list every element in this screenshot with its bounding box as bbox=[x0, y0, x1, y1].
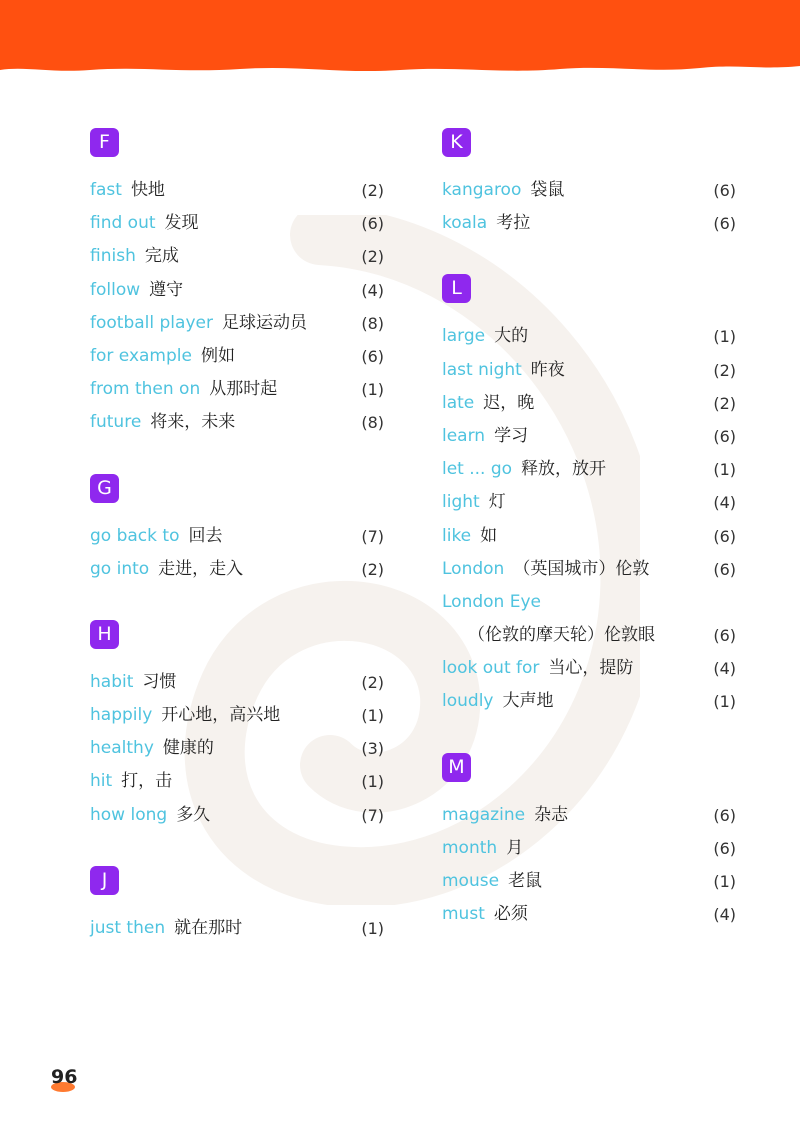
entry-chinese: 学习 bbox=[494, 425, 529, 446]
entry-english: last night bbox=[442, 359, 522, 380]
entry-english: finish bbox=[90, 246, 136, 267]
glossary-entry bbox=[442, 652, 738, 685]
entry-chinese: （伦敦的摩天轮）伦敦眼 bbox=[468, 625, 655, 646]
entry-chinese: 快地 bbox=[130, 180, 165, 200]
glossary-entry bbox=[442, 586, 738, 619]
entry-chinese: 考拉 bbox=[496, 213, 531, 234]
entry-english: hit bbox=[90, 771, 113, 792]
entry-english: must bbox=[442, 904, 485, 925]
entry-chinese: 多久 bbox=[176, 804, 211, 825]
section-g bbox=[90, 474, 386, 586]
entry-unit: (6) bbox=[361, 346, 384, 366]
entry-english: fast bbox=[90, 180, 122, 200]
left-column bbox=[90, 128, 386, 979]
entry-english: habit bbox=[90, 671, 134, 692]
entry-english: kangaroo bbox=[442, 180, 522, 200]
entry-chinese: 完成 bbox=[144, 246, 179, 267]
entry-unit: (4) bbox=[713, 905, 736, 925]
glossary-entry bbox=[442, 520, 738, 553]
glossary-entry bbox=[442, 799, 738, 832]
entry-english: let ... go bbox=[442, 459, 513, 480]
glossary-entry bbox=[90, 520, 386, 553]
section-k bbox=[442, 128, 738, 240]
glossary-entry bbox=[442, 174, 738, 207]
entry-english: magazine bbox=[442, 804, 526, 825]
entry-chinese: 开心地，高兴地 bbox=[161, 705, 281, 726]
entry-chinese: 如 bbox=[480, 525, 498, 546]
entry-unit: (2) bbox=[361, 672, 384, 692]
letter-badge: J bbox=[90, 866, 119, 895]
entry-chinese: 健康的 bbox=[162, 738, 214, 759]
entry-unit: (2) bbox=[713, 393, 736, 413]
glossary-entry bbox=[442, 865, 738, 898]
entry-chinese: 迟，晚 bbox=[483, 392, 535, 413]
entry-unit: (1) bbox=[713, 460, 736, 480]
entry-unit: (1) bbox=[361, 918, 384, 938]
section-m bbox=[442, 753, 738, 932]
glossary-entry bbox=[90, 207, 386, 240]
entry-english: loudly bbox=[442, 691, 494, 712]
entry-english: large bbox=[442, 326, 486, 347]
entry-unit: (6) bbox=[713, 838, 736, 858]
page-number bbox=[50, 1062, 80, 1094]
entry-english: late bbox=[442, 392, 475, 413]
entry-unit: (6) bbox=[713, 526, 736, 546]
entry-unit: (4) bbox=[713, 659, 736, 679]
entry-english: find out bbox=[90, 213, 156, 234]
entry-chinese: 发现 bbox=[164, 213, 199, 234]
glossary-entry bbox=[442, 898, 738, 931]
entry-english: for example bbox=[90, 345, 192, 366]
glossary-entry bbox=[90, 274, 386, 307]
entry-chinese: 大声地 bbox=[502, 691, 554, 712]
entry-english: learn bbox=[442, 425, 486, 446]
entry-unit: (3) bbox=[361, 739, 384, 759]
entry-chinese: 月 bbox=[506, 837, 524, 858]
entry-chinese: 将来，未来 bbox=[150, 412, 236, 433]
entry-chinese: 就在那时 bbox=[174, 917, 243, 938]
entry-english: follow bbox=[90, 279, 141, 300]
glossary-entry bbox=[442, 387, 738, 420]
entry-unit: (7) bbox=[361, 805, 384, 825]
entry-english: month bbox=[442, 837, 498, 858]
entry-chinese: 杂志 bbox=[534, 804, 569, 825]
entry-english: light bbox=[442, 492, 480, 513]
entry-unit: (2) bbox=[361, 247, 384, 267]
entry-english: mouse bbox=[442, 871, 500, 891]
entry-unit: (6) bbox=[713, 559, 736, 579]
entry-english: future bbox=[90, 412, 142, 433]
entry-english: how long bbox=[90, 804, 168, 825]
glossary-entry bbox=[90, 240, 386, 273]
entry-unit: (6) bbox=[361, 214, 384, 234]
entry-unit: (7) bbox=[361, 526, 384, 546]
glossary-entry bbox=[90, 765, 386, 798]
glossary-entry bbox=[90, 732, 386, 765]
entry-english: happily bbox=[90, 705, 153, 726]
entry-chinese: 从那时起 bbox=[209, 379, 278, 400]
glossary-entry bbox=[442, 685, 738, 718]
letter-badge: G bbox=[90, 474, 119, 503]
entry-english: go into bbox=[90, 558, 150, 579]
entry-english: football player bbox=[90, 312, 213, 333]
entry-english: look out for bbox=[442, 658, 540, 679]
entry-english: London bbox=[442, 558, 505, 579]
section-h bbox=[90, 620, 386, 832]
glossary-entry bbox=[90, 666, 386, 699]
entry-chinese: 回去 bbox=[188, 525, 223, 546]
entry-chinese: 习惯 bbox=[142, 671, 177, 692]
entry-chinese: 昨夜 bbox=[530, 359, 565, 380]
entry-unit: (2) bbox=[361, 559, 384, 579]
entry-chinese: 当心，提防 bbox=[548, 658, 634, 679]
entry-chinese: 释放，放开 bbox=[521, 459, 607, 480]
entry-chinese: 例如 bbox=[200, 345, 235, 366]
glossary-entry bbox=[90, 307, 386, 340]
entry-unit: (6) bbox=[713, 626, 736, 646]
glossary-entry bbox=[90, 799, 386, 832]
glossary-entry bbox=[90, 340, 386, 373]
glossary-entry bbox=[90, 174, 386, 207]
glossary-entry bbox=[442, 420, 738, 453]
entry-unit: (8) bbox=[361, 313, 384, 333]
entry-chinese: 走进，走入 bbox=[158, 558, 244, 579]
entry-unit: (6) bbox=[713, 426, 736, 446]
entry-english: London Eye bbox=[442, 591, 541, 612]
entry-unit: (1) bbox=[361, 380, 384, 400]
page-number-text: 96 bbox=[51, 1066, 78, 1088]
letter-badge: M bbox=[442, 753, 471, 782]
entry-chinese: 打，击 bbox=[121, 771, 173, 792]
glossary-entry bbox=[442, 453, 738, 486]
entry-unit: (2) bbox=[361, 181, 384, 200]
letter-badge: H bbox=[90, 620, 119, 649]
entry-english: like bbox=[442, 525, 472, 546]
entry-unit: (1) bbox=[713, 692, 736, 712]
letter-badge: K bbox=[442, 128, 471, 157]
entry-english: just then bbox=[90, 917, 166, 938]
glossary-entry bbox=[90, 699, 386, 732]
entry-chinese: 老鼠 bbox=[508, 871, 543, 891]
entry-chinese: 足球运动员 bbox=[221, 312, 307, 333]
glossary-entry bbox=[442, 207, 738, 240]
section-l bbox=[442, 274, 738, 718]
entry-chinese: 遵守 bbox=[149, 279, 184, 300]
entry-english: koala bbox=[442, 213, 488, 234]
entry-chinese: （英国城市）伦敦 bbox=[513, 558, 650, 579]
entry-unit: (1) bbox=[361, 772, 384, 792]
glossary-entry bbox=[442, 486, 738, 519]
entry-unit: (6) bbox=[713, 181, 736, 200]
entry-unit: (2) bbox=[713, 360, 736, 380]
glossary-entry bbox=[90, 553, 386, 586]
entry-chinese: 袋鼠 bbox=[530, 180, 565, 200]
entry-chinese: 必须 bbox=[493, 904, 528, 925]
glossary-entry bbox=[442, 354, 738, 387]
entry-unit: (1) bbox=[713, 327, 736, 347]
letter-badge: L bbox=[442, 274, 471, 303]
entry-english: healthy bbox=[90, 738, 154, 759]
entry-unit: (4) bbox=[361, 280, 384, 300]
glossary-entry bbox=[442, 619, 738, 652]
glossary-entry bbox=[90, 406, 386, 439]
section-j bbox=[90, 866, 386, 945]
entry-english: from then on bbox=[90, 379, 201, 400]
entry-chinese: 灯 bbox=[488, 492, 506, 513]
glossary-entry bbox=[442, 320, 738, 353]
glossary-entry bbox=[90, 373, 386, 406]
right-column bbox=[442, 128, 738, 965]
entry-unit: (6) bbox=[713, 214, 736, 234]
glossary-entry bbox=[90, 912, 386, 945]
glossary-entry bbox=[442, 832, 738, 865]
entry-unit: (4) bbox=[713, 493, 736, 513]
entry-unit: (6) bbox=[713, 805, 736, 825]
entry-chinese: 大的 bbox=[494, 326, 529, 347]
section-f bbox=[90, 128, 386, 440]
entry-unit: (1) bbox=[713, 872, 736, 891]
top-banner bbox=[0, 0, 800, 82]
letter-badge: F bbox=[90, 128, 119, 157]
entry-unit: (8) bbox=[361, 413, 384, 433]
entry-english: go back to bbox=[90, 525, 180, 546]
glossary-entry bbox=[442, 553, 738, 586]
entry-unit: (1) bbox=[361, 706, 384, 726]
